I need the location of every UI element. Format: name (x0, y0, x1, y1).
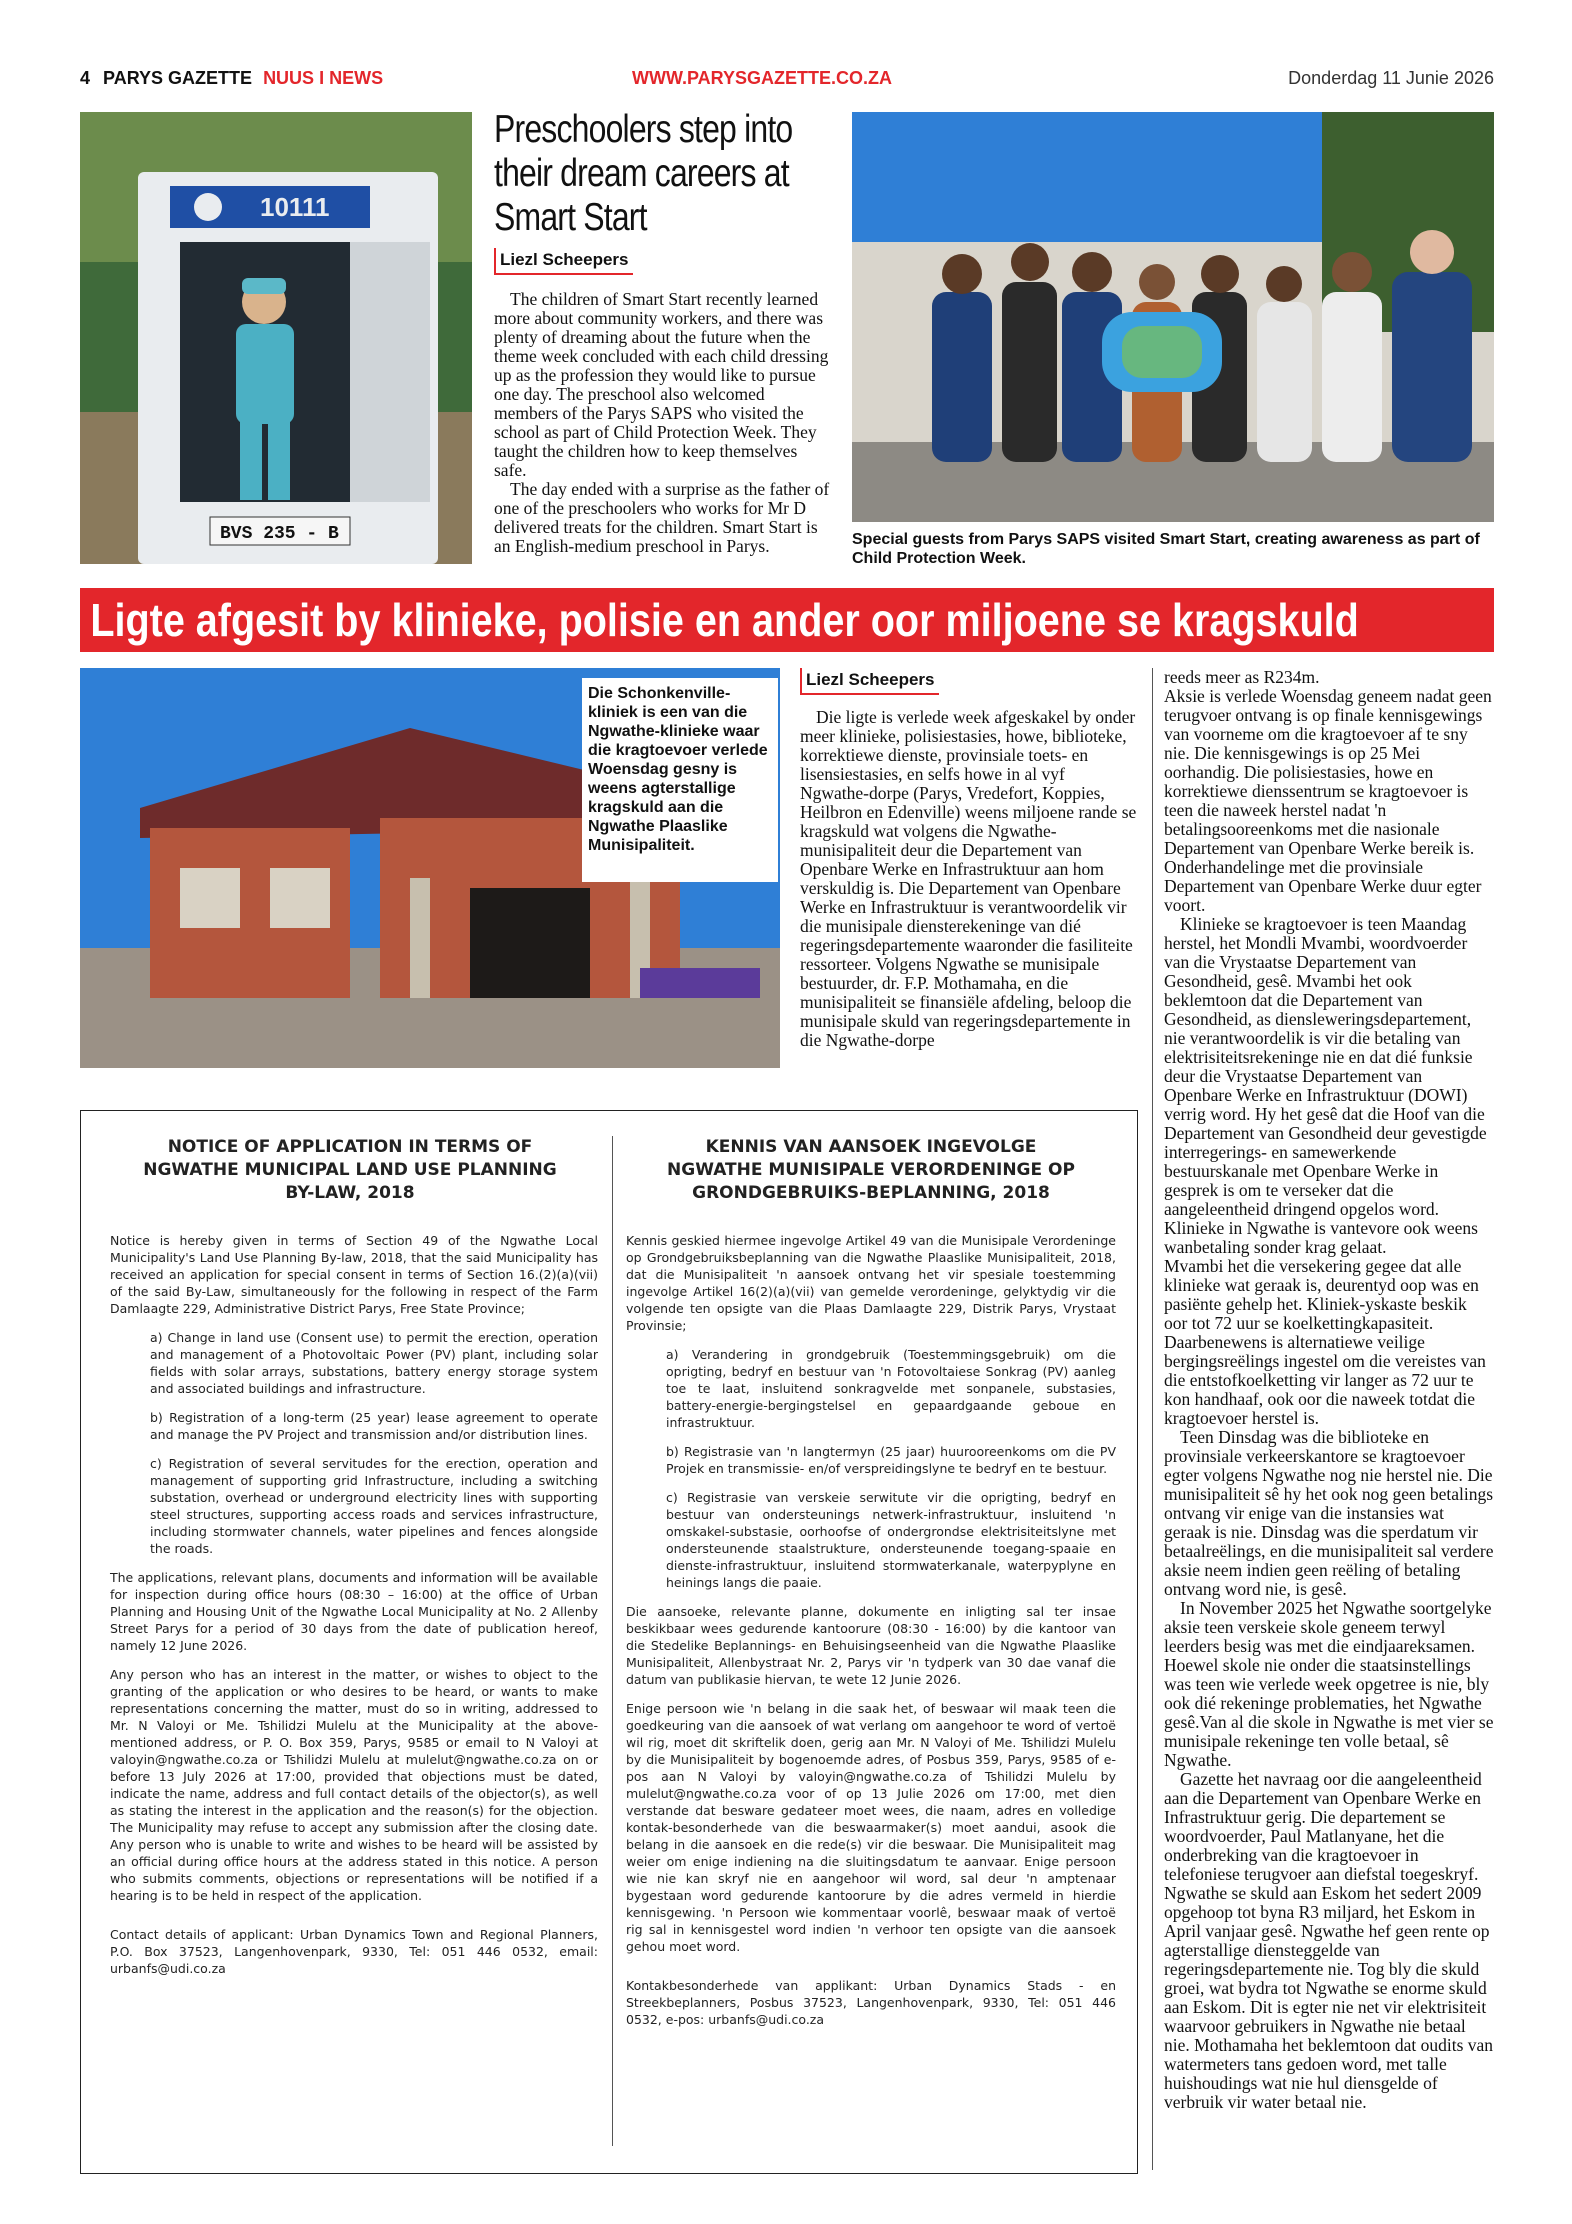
notice-en-body: Notice is hereby given in terms of Section 49 of the Ngwathe Local Municipality's Land Use Planning By-law, 2018, that the said Municipality has received an application for special consent in terms of Section 16.(2)(a)(vii) of the said By-Law, simultaneously for the following in respect of the Farm Damlaagte 229, Administrative District Parys, Free State Province; a) Change in land use (Consent use) to permit the erection, operation and management of a Photovoltaic Power (PV) plant, including solar fields with solar arrays, substations, battery energy storage system and associated buildings and infrastructure. b) Registration of a long-term (25 year) lease agreement to operate and manage the PV Project and transmission and/or distribution lines. c) Registration of several servitudes for the erection, operation and management of supporting grid Infrastructure, including a switching substation, overhead or underground electricity lines with supporting steel structures, supporting access roads and services infrastructure, including stormwater channels, water pipelines and fences alongside the roads. The applications, relevant plans, documents and information will be available for inspection during office hours (08:30 – 16:00) at the office of Urban Planning and Housing Unit of the Ngwathe Local Municipality at No. 2 Allenby Street Parys for a period of 30 days from the date of publication hereof, namely 12 June 2026. Any person who has an interest in the matter, or wishes to object to the granting of the application or who desires to be heard, or wants to make representations concerning the matter, must do so in writing, addressed to Mr. N Valoyi or Me. Tshilidzi Mulelu at the Municipality at the above-mentioned address, or P. O. Box 359, Parys, 9585 or email to N Valoyi at valoyin@ngwathe.co.za or Tshilidzi Mulelu at mulelut@ngwathe.co.za on or before 13 July 2026 at 17:00, provided that objections must be dated, indicate the name, address and full contact details of the objector(s), as well as stating the interest in the application and the reason(s) for the objection. The Municipality may refuse to accept any submission after the closing date. Any person who is unable to write and wishes to be heard will be assisted by an official during office hours at the address stated in this notice. A person who submits comments, objections or representations will be notified if a hearing is to be held in respect of the application. Contact details of applicant: Urban Dynamics Town and Regional Planners, P.O. Box 37523, Langenhovenpark, 9330, Tel: 051 446 0532, email: urbanfs@udi.co.za (110, 1233, 598, 1976)
photo-saps-group-caption: Special guests from Parys SAPS visited Smart Start, creating awareness as part of Child Protection Week. (852, 531, 1480, 567)
notice-column-divider (612, 1136, 613, 2146)
article2-column-1: Die ligte is verlede week afgeskakel by onder meer klinieke, polisiestasies, howe, biblioteke, korrektiewe dienste, provinsiale toets- en lisensiestasies, en selfs howe in al vyf Ngwathe-dorpe (Parys, Vredefort, Koppies, Heilbron en Edenville) weens miljoene rande se kragskuld wat volgens die Ngwathe-munisipaliteit deur die Departement van Openbare Werke en Infrastruktuur aan hom verskuldig is. Die Departement van Openbare Werke en Infrastruktuur is verantwoordelik vir die munisipale diensterekeninge van dié regeringsdepartemente waaronder die fasiliteite ressorteer. Volgens Ngwathe se munisipale bestuurder, dr. F.P. Mothamaha, en die munisipaliteit se finansiële afdeling, beloop die munisipale skuld van regeringsdepartemente in die Ngwathe-dorpe (800, 707, 1137, 1050)
photo-child-police-van (80, 112, 472, 564)
article2-headline-banner: Ligte afgesit by klinieke, polisie en ander oor miljoene se kragskuld (80, 588, 1494, 652)
licence-plate-text: BVS 235 - B (220, 524, 339, 544)
notice-af-body: Kennis geskied hiermee ingevolge Artikel 49 van die Munisipale Verordeninge op Grondgebruiksbeplanning van die Ngwathe Plaaslike Munisipaliteit, 2018, dat die Munisipaliteit 'n aansoek ontvang het vir spesiale toestemming ingevolge Artikel 16(2)(a)(vii) van gemelde verordeninge, gelyktydig vir die volgende ten opsigte van die Plaas Damlaagte 229, Distrik Parys, Vrystaat Provinsie; a) Verandering in grondgebruik (Toestemmingsgebruik) om die oprigting, bedryf en bestuur van 'n Fotovoltaiese Sonkrag (PV) aanleg toe te laat, insluitend sonkragvelde met sonpanele, substasies, battery-energie-bergingstelsel en gepaardgaande geboue en infrastruktuur. b) Registrasie van 'n langtermyn (25 jaar) huurooreenkoms om die PV Projek en transmissie- en/of verspreidingslyne te bedryf en te bestuur. c) Registrasie van verskeie serwitute vir die oprigting, bedryf en bestuur van ondersteunings netwerk-infrastruktuur, insluitend 'n omskakel-substasie, oorhoofse of ondergrondse elektrisiteitslyne met ondersteunende staalstrukture, ondersteunende toegang-spaaie en dienste-infrastruktuur, insluitend stormwaterkanale, waterpyplyne en heinings langs die paaie. Die aansoeke, relevante planne, dokumente en inligting sal ter insae beskikbaar wees gedurende kantoorure (08:30 - 16:00) by die kantoor van die Stedelike Beplannings- en Behuisingseenheid van die Ngwathe Plaaslike Munisipaliteit, Allenbystraat Nr. 2, Parys vir 'n tydperk van 30 dae vanaf die datum van publikasie hiervan, te wete 12 Junie 2026. Enige persoon wie 'n belang in die saak het, of beswaar wil maak teen die goedkeuring van die aansoek of wat verlang om aangehoor te word of vertoë wil rig, moet dit skriftelik doen, gerig aan Mr. N Valoyi of Me. Tshilidzi Mulelu by die Munisipaliteit by bogenoemde adres, of Posbus 359, Parys, 9585 of e-pos aan N Valoyi by valoyin@ngwathe.co.za of Tshilidzi Mulelu by mulelut@ngwathe.co.za voor of op 13 Julie 2026 om 17:00, met dien verstande dat besware gedateer moet wees, die naam, adres en volledige kontak-besonderhede van die beswaarmaker(s) moet aandui, asook die belang in die aansoek en die rede(s) vir die beswaar. Die Munisipaliteit mag weier om enige indiening na die sluitingsdatum te aanvaar. Enige persoon wie nie kan skryf nie en aangehoor wil word, sal deur 'n amptenaar bygestaan word gedurende kantoorure by die adres vermeld in hierdie kennisgewing. 'n Persoon wie kommentaar voorlê, beswaar maak of vertoë rig sal in kennisgestel word indien 'n verhoor ten opsigte van die aansoek gehou moet word. Kontakbesonderhede van applikant: Urban Dynamics Stads - en Streekbeplanners, Posbus 37523, Langenhovenpark, 9330, Tel: 051 446 0532, e-pos: urbanfs@udi.co.za (626, 1233, 1116, 2027)
section-name: NUUS I NEWS (263, 68, 384, 88)
page-header (80, 68, 1494, 92)
article1-headline: Preschoolers step into their dream careers at Smart Start (494, 108, 793, 239)
article1-byline: Liezl Scheepers (494, 248, 633, 275)
page-number: 4 (80, 68, 91, 88)
notice-af-title: KENNIS VAN AANSOEK INGEVOLGE NGWATHE MUNISIPALE VERORDENINGE OP GRONDGEBRUIKS-BEPLANNING, 2018 (667, 1137, 1075, 1203)
article2-column-2: reeds meer as R234m. Aksie is verlede Woensdag geneem nadat geen terugvoer ontvang is op finale kennisgewings van voorneme om die kragtoevoer af te sny nie. Die kennisgewings is op 25 Mei oorhandig. Die polisiestasies, howe en korrektiewe dienssentrum se kragtoevoer is teen die naweek herstel nadat 'n betalingsooreenkoms met die nasionale Departement van Openbare Werke bereik is. Onderhandelinge met die provinsiale Departement van Openbare Werke duur egter voort. Klinieke se kragtoevoer is teen Maandag herstel, het Mondli Mvambi, woordvoerder van die Vrystaatse Departement van Gesondheid, gesê. Mvambi het ook beklemtoon dat die Departement van Gesondheid, as diensleweringsdepartement, nie verantwoordelik is vir die betaling van elektrisiteitsrekeninge nie en dat dié funksie deur die Vrystaatse Departement van Openbare Werke en Infrastruktuur (DOWI) verrig word. Hy het gesê dat die Hoof van die Departement van Gesondheid deur gevestigde interregerings- en samewerkende bestuurskanale met Openbare Werke in gesprek is om te verseker dat die aangeleentheid dringend opgelos word. Klinieke in Ngwathe is vantevore ook weens wanbetaling sonder krag gelaat. Mvambi het die versekering gegee dat alle klinieke wat geraak is, deurentyd oop was en pasiënte gehelp het. Kliniek-yskaste beskik oor tot 72 uur se koelkettingkapasiteit. Daarbenewens is alternatiewe veilige bergingsreëlings ingestel om die vereistes van die entstofkoelketting vir langer as 72 uur te kon handhaaf, ook oor die naweek totdat die kragtoevoer herstel is. Teen Dinsdag was die biblioteke en provinsiale verkeerskantore se kragtoevoer egter volgens Ngwathe nog nie herstel nie. Die munisipaliteit sê hy het ook nog geen betalings ontvang vir enige van die instansies wat geraak is nie. Dinsdag was die sperdatum vir betaalreëlings, en die munisipaliteit sal verdere aksie neem indien geen reëling of betaling ontvang word nie, is gesê. In November 2025 het Ngwathe soortgelyke aksie teen verskeie skole geneem terwyl leerders besig was met die eindjaareksamen. Hoewel skole nie onder die staatsinstellings was teen wie verlede week opgetree is nie, bly ook dié rekeninge problematies, het Ngwathe gesê.Van al die skole in Ngwathe is met vier se munisipale rekeninge ten volle betaal, sê Ngwathe. Gazette het navraag oor die aangeleentheid aan die Departement van Openbare Werke en Infrastruktuur gerig. Die departement se woordvoerder, Paul Matlanyane, het die onderbreking van die kragtoevoer in telefoniese terugvoer aan diefstal toegeskryf. Ngwathe se skuld aan Eskom het sedert 2009 opgehoop tot byna R3 miljard, het Eskom in April vanjaar gesê. Ngwathe hef geen rente op agterstallige diensteggelde van regeringsdepartemente nie. Tog bly die skuld groei, wat bydra tot Ngwathe se enorme skuld aan Eskom. Dit is egter nie net vir elektrisiteit waarvoor gebruikers in Ngwathe nie betaal nie. Mothamaha het beklemtoon dat oudits van watermeters tans gedoen word, met talle huishoudings wat nie hul diensgelde of verbruik vir water betaal nie. (1164, 667, 1494, 2112)
photo-clinic-caption: Die Schonkenville-kliniek is een van die Ngwathe-klinieke waar die kragtoevoer verlede Woensdag gesny is weens agterstallige kragskuld aan die Ngwathe Plaaslike Munisipaliteit. (582, 678, 778, 882)
site-url[interactable]: WWW.PARYSGAZETTE.CO.ZA (632, 68, 892, 88)
paper-name: PARYS GAZETTE (103, 68, 253, 88)
article1-body: The children of Smart Start recently learned more about community workers, and there was plenty of dreaming about the future when the theme week concluded with each child dressing up as the profession they would like to pursue one day. The preschool also welcomed members of the Parys SAPS who visited the school as part of Child Protection Week. They taught the children how to keep themselves safe. The day ended with a surprise as the father of one of the preschoolers who works for Mr D delivered treats for the children. Smart Start is an English-medium preschool in Parys. (494, 289, 830, 556)
article2-byline: Liezl Scheepers (800, 668, 939, 695)
photo-saps-group (852, 112, 1494, 522)
notice-en-title: NOTICE OF APPLICATION IN TERMS OF NGWATHE MUNICIPAL LAND USE PLANNING BY-LAW, 2018 (143, 1137, 557, 1203)
vehicle-number-text: 10111 (260, 192, 330, 222)
column-divider (1152, 668, 1153, 2170)
issue-date: Donderdag 11 Junie 2026 (1288, 68, 1494, 88)
